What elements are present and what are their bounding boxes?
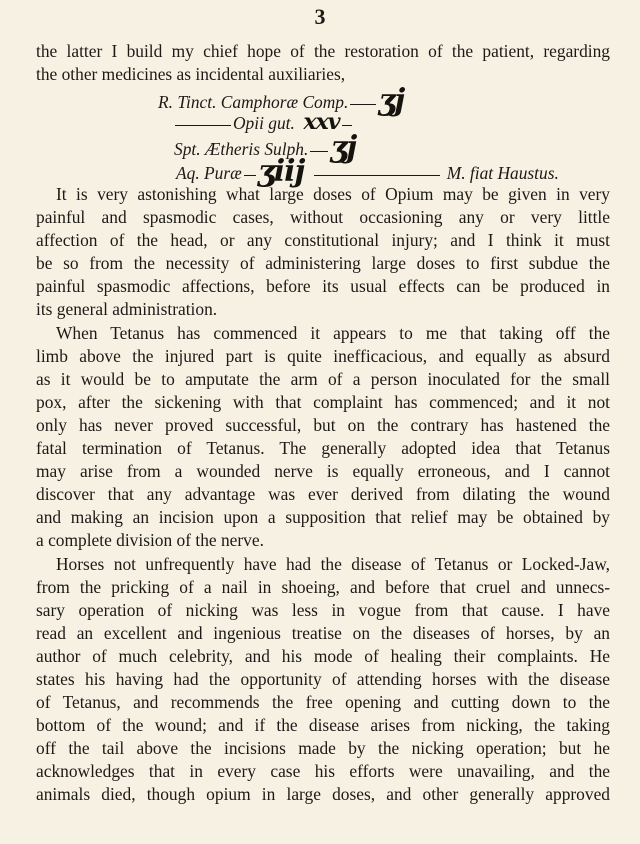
text-line: read an excellent and ingenious treatise on the diseases of horses, by an bbox=[36, 623, 610, 643]
text-line: sary operation of nicking was less in vogue from that cause. I have bbox=[36, 600, 610, 620]
text-line: animals died, though opium in large doses, and other generally approved bbox=[36, 784, 610, 804]
text-line: of Tetanus, and recommends the free opening and cutting down to the bbox=[36, 692, 610, 712]
text-line: be so from the necessity of administering large doses to first subdue the bbox=[36, 253, 610, 273]
dash-rule bbox=[244, 175, 256, 176]
handwritten-quantity: xxv bbox=[303, 109, 340, 135]
text-line: as it would be to amputate the arm of a person inoculated for the small bbox=[36, 369, 610, 389]
dash-rule bbox=[175, 125, 231, 126]
text-line: author of much celebrity, and his mode of healing their complaints. He bbox=[36, 646, 610, 666]
prescription-ingredient: Opii gut. bbox=[233, 113, 295, 133]
dash-rule bbox=[342, 125, 352, 126]
text-line: Horses not unfrequently have had the disease of Tetanus or Locked-Jaw, bbox=[56, 554, 610, 574]
prescription-ingredient: R. Tinct. Camphoræ Comp. bbox=[158, 92, 349, 112]
text-line: limb above the injured part is quite inefficacious, and equally as absurd bbox=[36, 346, 610, 366]
text-line: When Tetanus has commenced it appears to me that taking off the bbox=[56, 323, 610, 343]
prescription-direction: M. fiat Haustus. bbox=[446, 163, 559, 183]
dash-rule bbox=[350, 104, 376, 105]
text-line: a complete division of the nerve. bbox=[36, 530, 264, 550]
text-line: fatal termination of Tetanus. The generally adopted idea that Tetanus bbox=[36, 438, 610, 458]
handwritten-quantity: ʒj bbox=[330, 130, 357, 165]
handwritten-quantity: ʒj bbox=[378, 83, 405, 118]
handwritten-quantity: ʒiij bbox=[257, 154, 305, 189]
prescription-line-1 bbox=[158, 83, 405, 118]
text-line: It is very astonishing what large doses of Opium may be given in very bbox=[56, 184, 610, 204]
text-line: painful and spasmodic cases, without occasioning any or very little bbox=[36, 207, 610, 227]
text-line: from the pricking of a nail in shoeing, and before that cruel and unnecs- bbox=[36, 577, 610, 597]
text-line: the other medicines as incidental auxiliaries, bbox=[36, 64, 346, 84]
prescription-ingredient: Aq. Puræ bbox=[176, 163, 242, 183]
text-line: painful spasmodic affections, before its usual effects can be produced in bbox=[36, 276, 610, 296]
text-line: its general administration. bbox=[36, 299, 218, 319]
page-number: 3 bbox=[314, 4, 326, 29]
text-line: off the tail above the incisions made by the nicking operation; but he bbox=[36, 738, 610, 758]
text-line: and making an incision upon a supposition that relief may be obtained by bbox=[36, 507, 610, 527]
prescription-ingredient: Spt. Ætheris Sulph. bbox=[174, 139, 309, 159]
dash-rule bbox=[310, 151, 328, 152]
text-line: bottom of the wound; and if the disease arises from nicking, the taking bbox=[36, 715, 610, 735]
text-line: affection of the head, or any constitutional injury; and I think it must bbox=[36, 230, 610, 250]
text-line: states his having had the opportunity of attending horses with the disease bbox=[36, 669, 610, 689]
text-line: acknowledges that in every case his efforts were unavailing, and the bbox=[36, 761, 610, 781]
prescription-line-2 bbox=[173, 111, 354, 134]
text-line: pox, after the sickening with that complaint has commenced; and it not bbox=[36, 392, 610, 412]
prescription-line-4 bbox=[176, 154, 559, 189]
text-line: only has never proved successful, but on the contrary has hastened the bbox=[36, 415, 610, 435]
text-line: discover that any advantage was ever derived from dilating the wound bbox=[36, 484, 610, 504]
text-line: the latter I build my chief hope of the restoration of the patient, regarding bbox=[36, 41, 610, 61]
dash-rule bbox=[314, 175, 440, 176]
text-line: may arise from a wounded nerve is equally erroneous, and I cannot bbox=[36, 461, 610, 481]
